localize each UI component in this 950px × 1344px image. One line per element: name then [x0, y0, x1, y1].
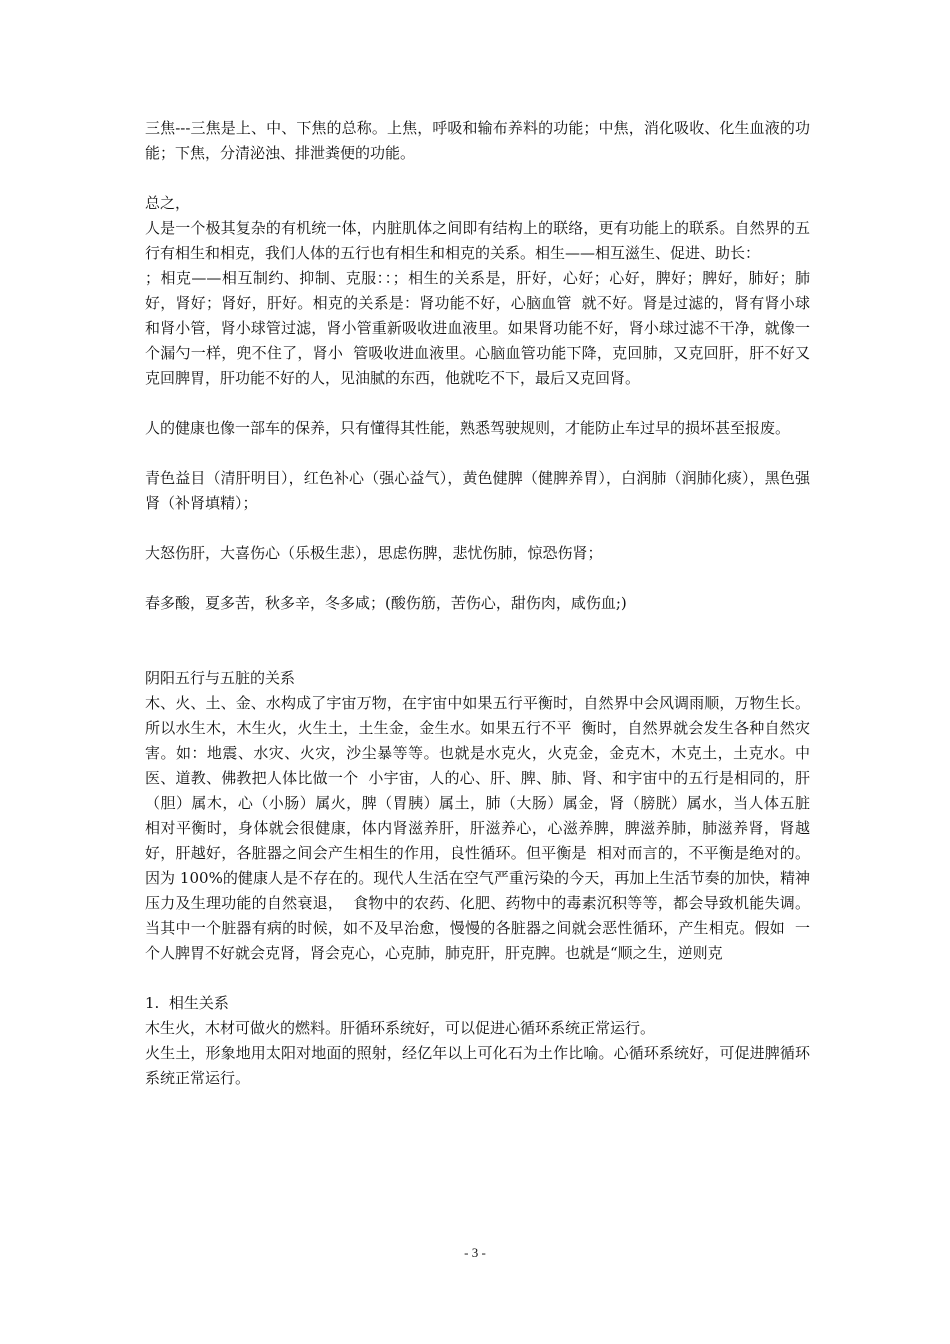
- page-number: - 3 -: [464, 1245, 486, 1260]
- paragraph-car-analogy: 人的健康也像一部车的保养，只有懂得其性能，熟悉驾驶规则，才能防止车过早的损坏甚至报废。: [145, 419, 791, 437]
- section-heading-xiangsheng: 1. 相生关系: [145, 994, 229, 1012]
- paragraph-sanjiao: 三焦---三焦是上、中、下焦的总称。上焦，呼吸和输布养料的功能；中焦，消化吸收、化生血液的功能；下焦，分清泌浊、排泄粪便的功能。: [145, 119, 810, 162]
- paragraph-spacer: [145, 616, 810, 666]
- paragraph-seasons: 春多酸，夏多苦，秋多辛，冬多咸；(酸伤筋，苦伤心，甜伤肉，咸伤血;): [145, 594, 627, 612]
- paragraph-spacer: [145, 516, 810, 541]
- paragraph-wuxing-intro: 人是一个极其复杂的有机统一体，内脏肌体之间即有结构上的联络，更有功能上的联系。自然界的五行有相生和相克，我们人体的五行也有相生和相克的关系。相生——相互滋生、促进、助长：: [145, 219, 810, 262]
- paragraph-xiangke: ；相克——相互制约、抑制、克服：：；相生的关系是，肝好，心好；心好，脾好；脾好，肺好；肺好，肾好；肾好，肝好。相克的关系是：肾功能不好，心脑血管 就不好。肾是过滤的，肾有肾小球和肾小管，肾小球管过滤，肾小管重新吸收进血液里。如果肾功能不好，肾小球过滤不干净，就像一个漏勺一样，兜不住了，肾小 管吸收进血液里。心脑血管功能下降，克回肺，又克回肝，肝不好又克回脾胃，肝功能不好的人，见油腻的东西，他就吃不下，最后又克回肾。: [145, 269, 810, 387]
- paragraph-emotions: 大怒伤肝，大喜伤心（乐极生悲），思虑伤脾，悲忧伤肺，惊恐伤肾；: [145, 544, 603, 562]
- paragraph-spacer: [145, 441, 810, 466]
- paragraph-colors: 青色益目（清肝明目），红色补心（强心益气），黄色健脾（健脾养胃），白润肺（润肺化痰），黑色强肾（补肾填精）；: [145, 469, 810, 512]
- paragraph-spacer: [145, 566, 810, 591]
- paragraph-spacer: [145, 391, 810, 416]
- paragraph-spacer: [145, 166, 810, 191]
- paragraph-summary-heading: 总之，: [145, 194, 191, 212]
- paragraph-fire-earth: 火生土，形象地用太阳对地面的照射，经亿年以上可化石为土作比喻。心循环系统好，可促进脾循环系统正常运行。: [145, 1044, 810, 1087]
- document-body: [145, 116, 820, 1091]
- paragraph-spacer: [145, 966, 810, 991]
- paragraph-wood-fire: 木生火，木材可做火的燃料。肝循环系统好，可以促进心循环系统正常运行。: [145, 1019, 656, 1037]
- section-heading-yinyang: 阴阳五行与五脏的关系: [145, 669, 296, 687]
- paragraph-yinyang: 木、火、土、金、水构成了宇宙万物，在宇宙中如果五行平衡时，自然界中会风调雨顺，万物生长。所以水生木，木生火，火生土，土生金，金生水。如果五行不平 衡时，自然界就会发生各种自然灾害。如：地震、水灾、火灾，沙尘暴等等。也就是水克火，火克金，金克木，木克土，土克水。中医、道教、佛教把人体比做一个 小宇宙，人的心、肝、脾、肺、肾、和宇宙中的五行是相同的，肝（胆）属木，心（小肠）属火，脾（胃胰）属土，肺（大肠）属金，肾（膀胱）属水，当人体五脏 相对平衡时，身体就会很健康，体内肾滋养肝，肝滋养心，心滋养脾，脾滋养肺，肺滋养肾，肾越好，肝越好，各脏器之间会产生相生的作用，良性循环。但平衡是 相对而言的，不平衡是绝对的。因为 100%的健康人是不存在的。现代人生活在空气严重污染的今天，再加上生活节奏的加快，精神压力及生理功能的自然衰退， 食物中的农药、化肥、药物中的毒素沉积等等，都会导致机能失调。当其中一个脏器有病的时候，如不及早治愈，慢慢的各脏器之间就会恶性循环，产生相克。假如 一个人脾胃不好就会克肾，肾会克心，心克肺，肺克肝，肝克脾。也就是“顺之生，逆则克: [145, 694, 820, 962]
